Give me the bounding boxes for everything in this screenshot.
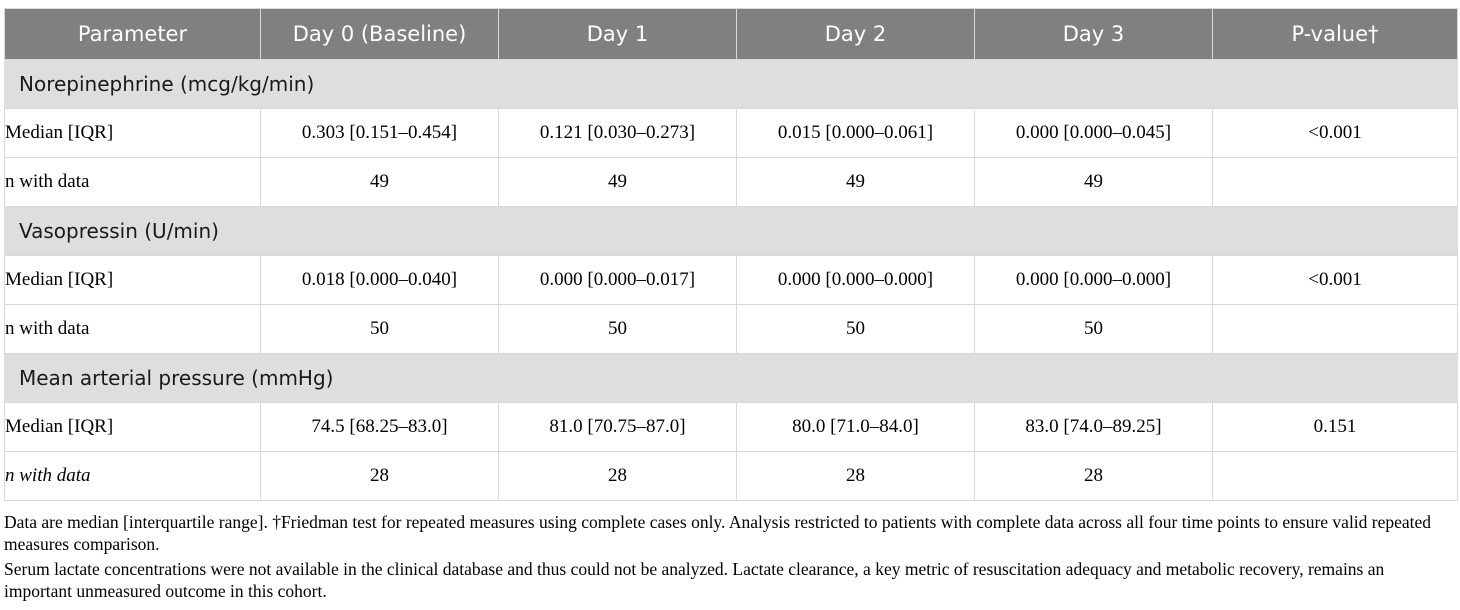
column-header-day1: Day 1 bbox=[499, 9, 737, 60]
cell-day1: 50 bbox=[499, 305, 737, 354]
cell-day1: 0.000 [0.000–0.017] bbox=[499, 256, 737, 305]
column-header-pvalue: P-value† bbox=[1213, 9, 1458, 60]
section-title: Norepinephrine (mcg/kg/min) bbox=[5, 60, 1458, 109]
footnote-statistics: Data are median [interquartile range]. †Friedman test for repeated measures using complete cases only. Analysis restricted to patients with complete data across all four time points to ensure valid repeated measures comparison. bbox=[4, 512, 1432, 555]
table-row bbox=[5, 256, 1458, 305]
cell-pvalue: <0.001 bbox=[1213, 256, 1458, 305]
cell-day0: 74.5 [68.25–83.0] bbox=[261, 403, 499, 452]
table-row bbox=[5, 452, 1458, 501]
cell-day3: 83.0 [74.0–89.25] bbox=[975, 403, 1213, 452]
cell-pvalue bbox=[1213, 158, 1458, 207]
cell-day1: 49 bbox=[499, 158, 737, 207]
column-header-day3: Day 3 bbox=[975, 9, 1213, 60]
table-row bbox=[5, 158, 1458, 207]
cell-day0: 49 bbox=[261, 158, 499, 207]
footnote-lactate: Serum lactate concentrations were not available in the clinical database and thus could not be analyzed. Lactate clearance, a key metric of resuscitation adequacy and metabolic recovery, remains an important unmeasured outcome in this cohort. bbox=[4, 558, 1385, 602]
cell-day2: 0.015 [0.000–0.061] bbox=[737, 109, 975, 158]
row-label: Median [IQR] bbox=[5, 109, 261, 158]
cell-day0: 0.018 [0.000–0.040] bbox=[261, 256, 499, 305]
cell-day0: 28 bbox=[261, 452, 499, 501]
table-footnotes bbox=[4, 511, 1456, 603]
row-label: n with data bbox=[5, 305, 261, 354]
table-header bbox=[5, 9, 1458, 60]
row-label: Median [IQR] bbox=[5, 256, 261, 305]
cell-day0: 0.303 [0.151–0.454] bbox=[261, 109, 499, 158]
column-header-day0: Day 0 (Baseline) bbox=[261, 9, 499, 60]
cell-day1: 0.121 [0.030–0.273] bbox=[499, 109, 737, 158]
cell-day2: 49 bbox=[737, 158, 975, 207]
row-label: n with data bbox=[5, 452, 261, 501]
table-body bbox=[5, 60, 1458, 501]
cell-day3: 50 bbox=[975, 305, 1213, 354]
section-header-row bbox=[5, 354, 1458, 403]
cell-day2: 80.0 [71.0–84.0] bbox=[737, 403, 975, 452]
cell-pvalue bbox=[1213, 305, 1458, 354]
results-table bbox=[4, 8, 1458, 501]
column-header-day2: Day 2 bbox=[737, 9, 975, 60]
cell-day3: 49 bbox=[975, 158, 1213, 207]
cell-pvalue bbox=[1213, 452, 1458, 501]
row-label: n with data bbox=[5, 158, 261, 207]
cell-day1: 28 bbox=[499, 452, 737, 501]
cell-day2: 0.000 [0.000–0.000] bbox=[737, 256, 975, 305]
cell-day3: 0.000 [0.000–0.000] bbox=[975, 256, 1213, 305]
cell-day2: 28 bbox=[737, 452, 975, 501]
table-row bbox=[5, 305, 1458, 354]
cell-day3: 0.000 [0.000–0.045] bbox=[975, 109, 1213, 158]
section-header-row bbox=[5, 60, 1458, 109]
table-row bbox=[5, 109, 1458, 158]
cell-pvalue: 0.151 bbox=[1213, 403, 1458, 452]
section-title: Vasopressin (U/min) bbox=[5, 207, 1458, 256]
header-row bbox=[5, 9, 1458, 60]
cell-day0: 50 bbox=[261, 305, 499, 354]
cell-pvalue: <0.001 bbox=[1213, 109, 1458, 158]
table-row bbox=[5, 403, 1458, 452]
section-title: Mean arterial pressure (mmHg) bbox=[5, 354, 1458, 403]
row-label: Median [IQR] bbox=[5, 403, 261, 452]
cell-day3: 28 bbox=[975, 452, 1213, 501]
cell-day2: 50 bbox=[737, 305, 975, 354]
cell-day1: 81.0 [70.75–87.0] bbox=[499, 403, 737, 452]
section-header-row bbox=[5, 207, 1458, 256]
column-header-parameter: Parameter bbox=[5, 9, 261, 60]
